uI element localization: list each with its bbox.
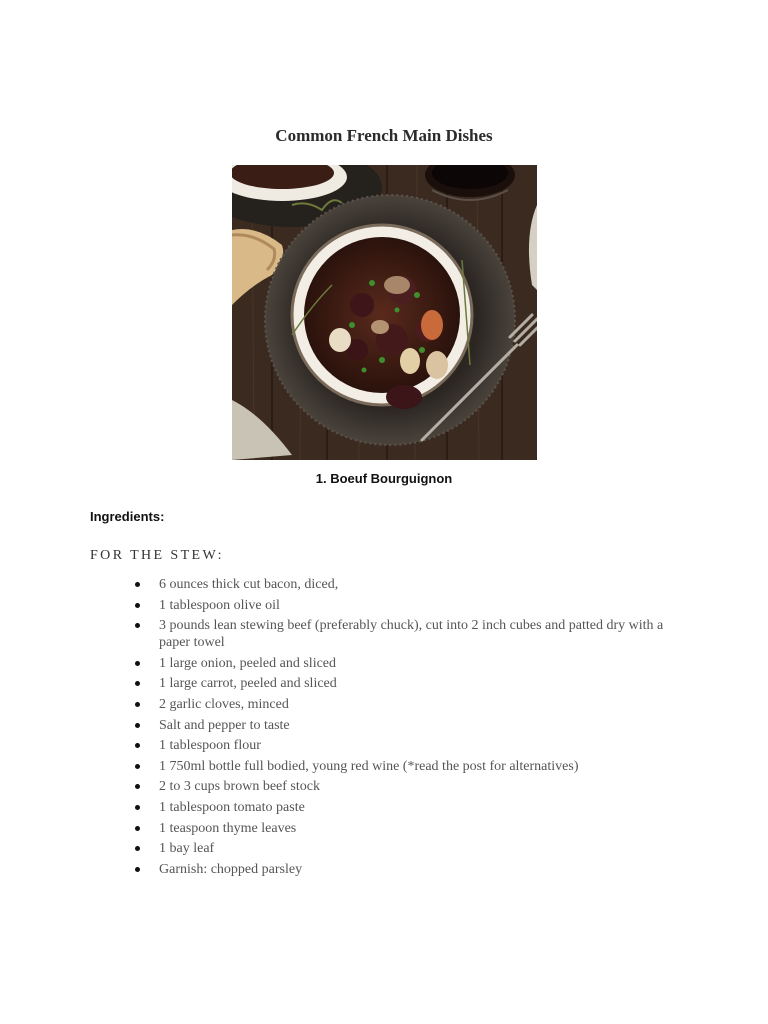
list-item: 1 tablespoon olive oil (135, 597, 685, 614)
list-item: 2 garlic cloves, minced (135, 696, 685, 713)
ingredients-heading: Ingredients: (90, 509, 165, 524)
bullet-icon (135, 743, 140, 748)
page-title: Common French Main Dishes (275, 126, 493, 145)
bullet-icon (135, 681, 140, 686)
list-item: Salt and pepper to taste (135, 717, 685, 734)
list-item: 2 to 3 cups brown beef stock (135, 778, 685, 795)
bullet-icon (135, 846, 140, 851)
list-item: 1 tablespoon flour (135, 737, 685, 754)
ingredient-list (135, 576, 685, 881)
dish-caption: 1. Boeuf Bourguignon (315, 471, 453, 486)
list-item: 1 teaspoon thyme leaves (135, 820, 685, 837)
bullet-icon (135, 764, 140, 769)
list-item: 1 bay leaf (135, 840, 685, 857)
list-item: 1 large carrot, peeled and sliced (135, 675, 685, 692)
bullet-icon (135, 582, 140, 587)
list-item: 1 750ml bottle full bodied, young red wine (*read the post for alternatives) (135, 758, 685, 775)
bullet-icon (135, 702, 140, 707)
bullet-icon (135, 784, 140, 789)
bullet-icon (135, 805, 140, 810)
bullet-icon (135, 723, 140, 728)
boeuf-bourguignon-photo (232, 165, 537, 460)
list-item: 3 pounds lean stewing beef (preferably chuck), cut into 2 inch cubes and patted dry with a paper towel (135, 617, 685, 651)
list-item: 1 large onion, peeled and sliced (135, 655, 685, 672)
bullet-icon (135, 623, 140, 628)
list-item: Garnish: chopped parsley (135, 861, 685, 878)
bullet-icon (135, 826, 140, 831)
bullet-icon (135, 661, 140, 666)
bullet-icon (135, 603, 140, 608)
bullet-icon (135, 867, 140, 872)
list-item: 1 tablespoon tomato paste (135, 799, 685, 816)
list-item: 6 ounces thick cut bacon, diced, (135, 576, 685, 593)
section-heading: FOR THE STEW: (90, 548, 224, 563)
